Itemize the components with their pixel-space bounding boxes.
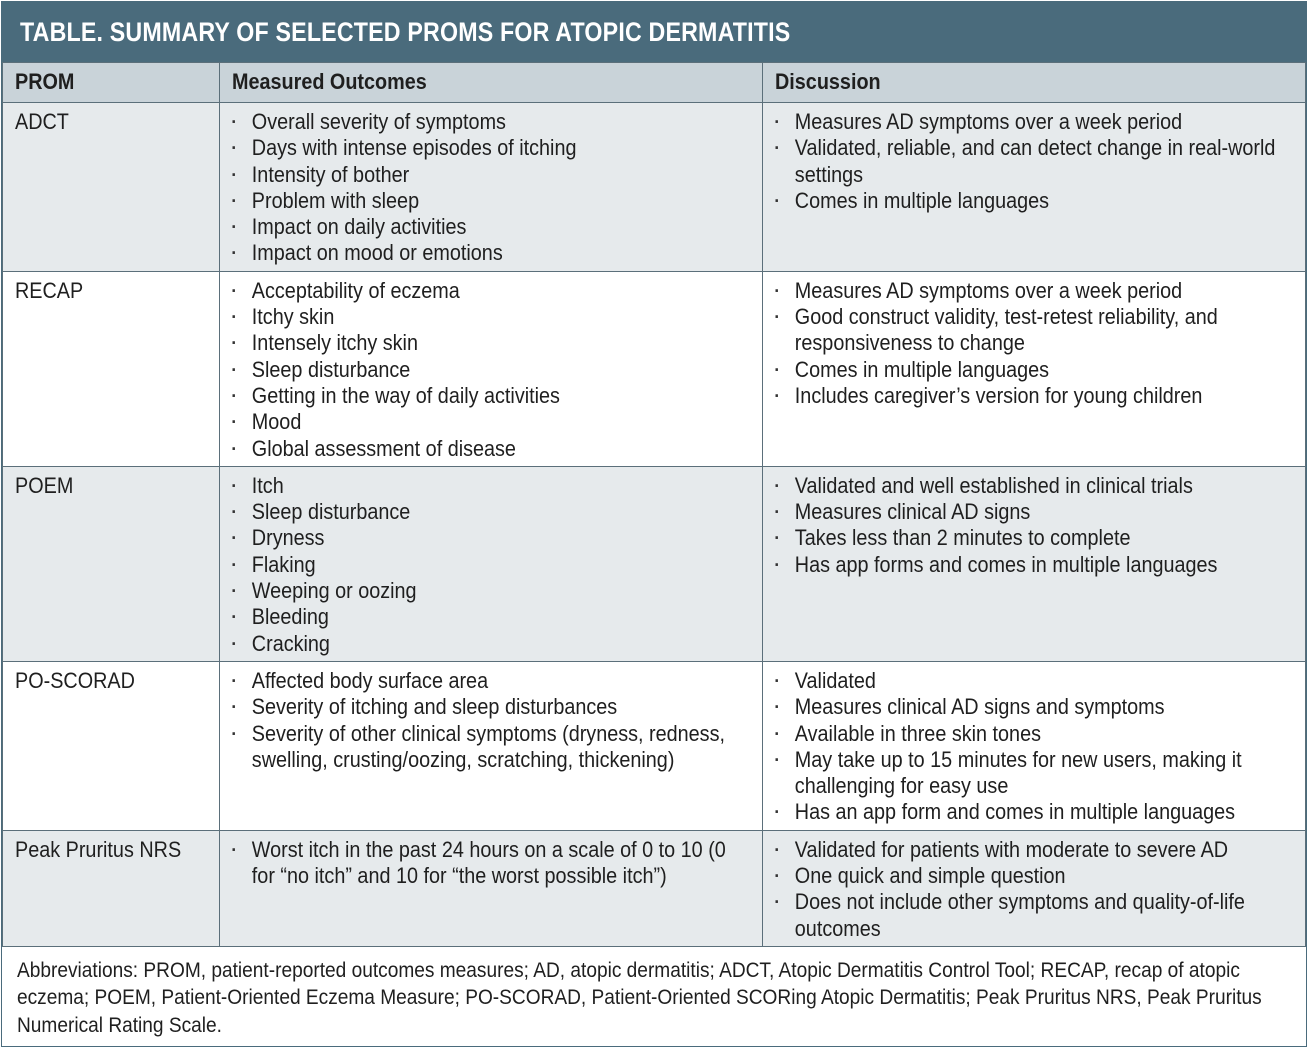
footnote-cell — [3, 946, 1306, 1045]
discussion-item: ▪ Validated and well established in clinical trials — [775, 473, 1294, 499]
discussion-cell — [763, 103, 1306, 272]
table-title: TABLE. SUMMARY OF SELECTED PROMS FOR ATOPIC DERMATITIS — [20, 16, 791, 47]
prom-name: ADCT — [15, 109, 69, 134]
header-row — [3, 63, 1306, 103]
outcome-item: ▪ Acceptability of eczema — [232, 278, 751, 304]
column-header-discussion: Discussion — [763, 63, 1306, 103]
measured-outcomes-cell — [220, 661, 763, 830]
table-row — [3, 271, 1306, 466]
outcome-item: ▪ Mood — [232, 409, 751, 435]
outcome-item: ▪ Affected body surface area — [232, 668, 751, 694]
outcome-item: ▪ Dryness — [232, 525, 751, 551]
outcome-item: ▪ Days with intense episodes of itching — [232, 135, 751, 161]
outcome-item: ▪ Sleep disturbance — [232, 499, 751, 525]
discussion-cell — [763, 830, 1306, 946]
outcome-item: ▪ Impact on mood or emotions — [232, 240, 751, 266]
prom-name-cell — [3, 103, 220, 272]
prom-name: Peak Pruritus NRS — [15, 836, 182, 862]
outcome-item: ▪ Itch — [232, 473, 751, 499]
table-body — [3, 103, 1306, 947]
outcome-item: ▪ Overall severity of symptoms — [232, 109, 751, 135]
prom-name: PO-SCORAD — [15, 667, 135, 693]
table-row — [3, 466, 1306, 661]
discussion-cell — [763, 661, 1306, 830]
discussion-item: ▪ Validated, reliable, and can detect change in real-world settings — [775, 135, 1294, 188]
measured-outcomes-cell — [220, 830, 763, 946]
prom-name-cell — [3, 466, 220, 661]
outcomes-list — [232, 278, 751, 462]
discussion-item: ▪ Includes caregiver’s version for young children — [775, 383, 1294, 409]
discussion-cell — [763, 466, 1306, 661]
prom-name-cell — [3, 661, 220, 830]
outcomes-list — [232, 668, 751, 773]
measured-outcomes-cell — [220, 466, 763, 661]
outcome-item: ▪ Cracking — [232, 631, 751, 657]
outcome-item: ▪ Getting in the way of daily activities — [232, 383, 751, 409]
measured-outcomes-cell — [220, 103, 763, 272]
discussion-list — [775, 473, 1294, 578]
discussion-item: ▪ Takes less than 2 minutes to complete — [775, 525, 1294, 551]
column-header-prom: PROM — [3, 63, 220, 103]
outcome-item: ▪ Worst itch in the past 24 hours on a scale of 0 to 10 (0 for “no itch” and 10 for “the worst possible itch”) — [232, 837, 751, 890]
discussion-item: ▪ Measures AD symptoms over a week period — [775, 278, 1294, 304]
discussion-item: ▪ Measures clinical AD signs and symptoms — [775, 694, 1294, 720]
discussion-item: ▪ Does not include other symptoms and quality-of-life outcomes — [775, 889, 1294, 942]
discussion-cell — [763, 271, 1306, 466]
discussion-item: ▪ Has app forms and comes in multiple languages — [775, 552, 1294, 578]
outcome-item: ▪ Impact on daily activities — [232, 214, 751, 240]
outcome-item: ▪ Sleep disturbance — [232, 357, 751, 383]
outcome-item: ▪ Flaking — [232, 552, 751, 578]
measured-outcomes-cell — [220, 271, 763, 466]
table-row — [3, 830, 1306, 946]
prom-name-cell — [3, 271, 220, 466]
discussion-item: ▪ Validated — [775, 668, 1294, 694]
table-figure — [1, 1, 1307, 1047]
discussion-list — [775, 837, 1294, 942]
discussion-list — [775, 109, 1294, 214]
discussion-item: ▪ Has an app form and comes in multiple languages — [775, 799, 1294, 825]
table-row — [3, 661, 1306, 830]
table-header — [3, 63, 1306, 103]
footnote-row — [3, 946, 1306, 1045]
discussion-item: ▪ One quick and simple question — [775, 863, 1294, 889]
discussion-list — [775, 278, 1294, 409]
discussion-item: ▪ Available in three skin tones — [775, 721, 1294, 747]
discussion-item: ▪ Comes in multiple languages — [775, 188, 1294, 214]
outcome-item: ▪ Itchy skin — [232, 304, 751, 330]
outcome-item: ▪ Bleeding — [232, 604, 751, 630]
discussion-item: ▪ Good construct validity, test-retest reliability, and responsiveness to change — [775, 304, 1294, 357]
discussion-item: ▪ Measures clinical AD signs — [775, 499, 1294, 525]
discussion-item: ▪ May take up to 15 minutes for new users, making it challenging for easy use — [775, 747, 1294, 800]
abbreviations-footnote: Abbreviations: PROM, patient-reported outcomes measures; AD, atopic dermatitis; ADCT, Atopic Dermatitis Control Tool; RECAP, recap of atopic eczema; POEM, Patient-Oriented Eczema Measure; PO-SCORAD, Patient-Oriented SCORing Atopic Dermatitis; Peak Pruritus NRS, Peak Pruritus Numerical Rating Scale. — [16, 958, 1262, 1037]
outcome-item: ▪ Global assessment of disease — [232, 436, 751, 462]
outcome-item: ▪ Severity of itching and sleep disturbances — [232, 694, 751, 720]
table-title-bar — [2, 2, 1306, 62]
outcome-item: ▪ Severity of other clinical symptoms (dryness, redness, swelling, crusting/oozing, scratching, thickening) — [232, 721, 751, 774]
proms-table — [2, 62, 1306, 1045]
outcome-item: ▪ Problem with sleep — [232, 188, 751, 214]
outcome-item: ▪ Weeping or oozing — [232, 578, 751, 604]
outcomes-list — [232, 109, 751, 267]
outcomes-list — [232, 473, 751, 657]
table-row — [3, 103, 1306, 272]
prom-name: POEM — [15, 472, 74, 498]
outcome-item: ▪ Intensely itchy skin — [232, 330, 751, 356]
prom-name-cell — [3, 830, 220, 946]
discussion-item: ▪ Validated for patients with moderate to severe AD — [775, 837, 1294, 863]
outcomes-list — [232, 837, 751, 890]
prom-name: RECAP — [15, 277, 84, 303]
discussion-item: ▪ Measures AD symptoms over a week period — [775, 109, 1294, 135]
discussion-list — [775, 668, 1294, 826]
column-header-measured-outcomes: Measured Outcomes — [220, 63, 763, 103]
discussion-item: ▪ Comes in multiple languages — [775, 357, 1294, 383]
outcome-item: ▪ Intensity of bother — [232, 162, 751, 188]
